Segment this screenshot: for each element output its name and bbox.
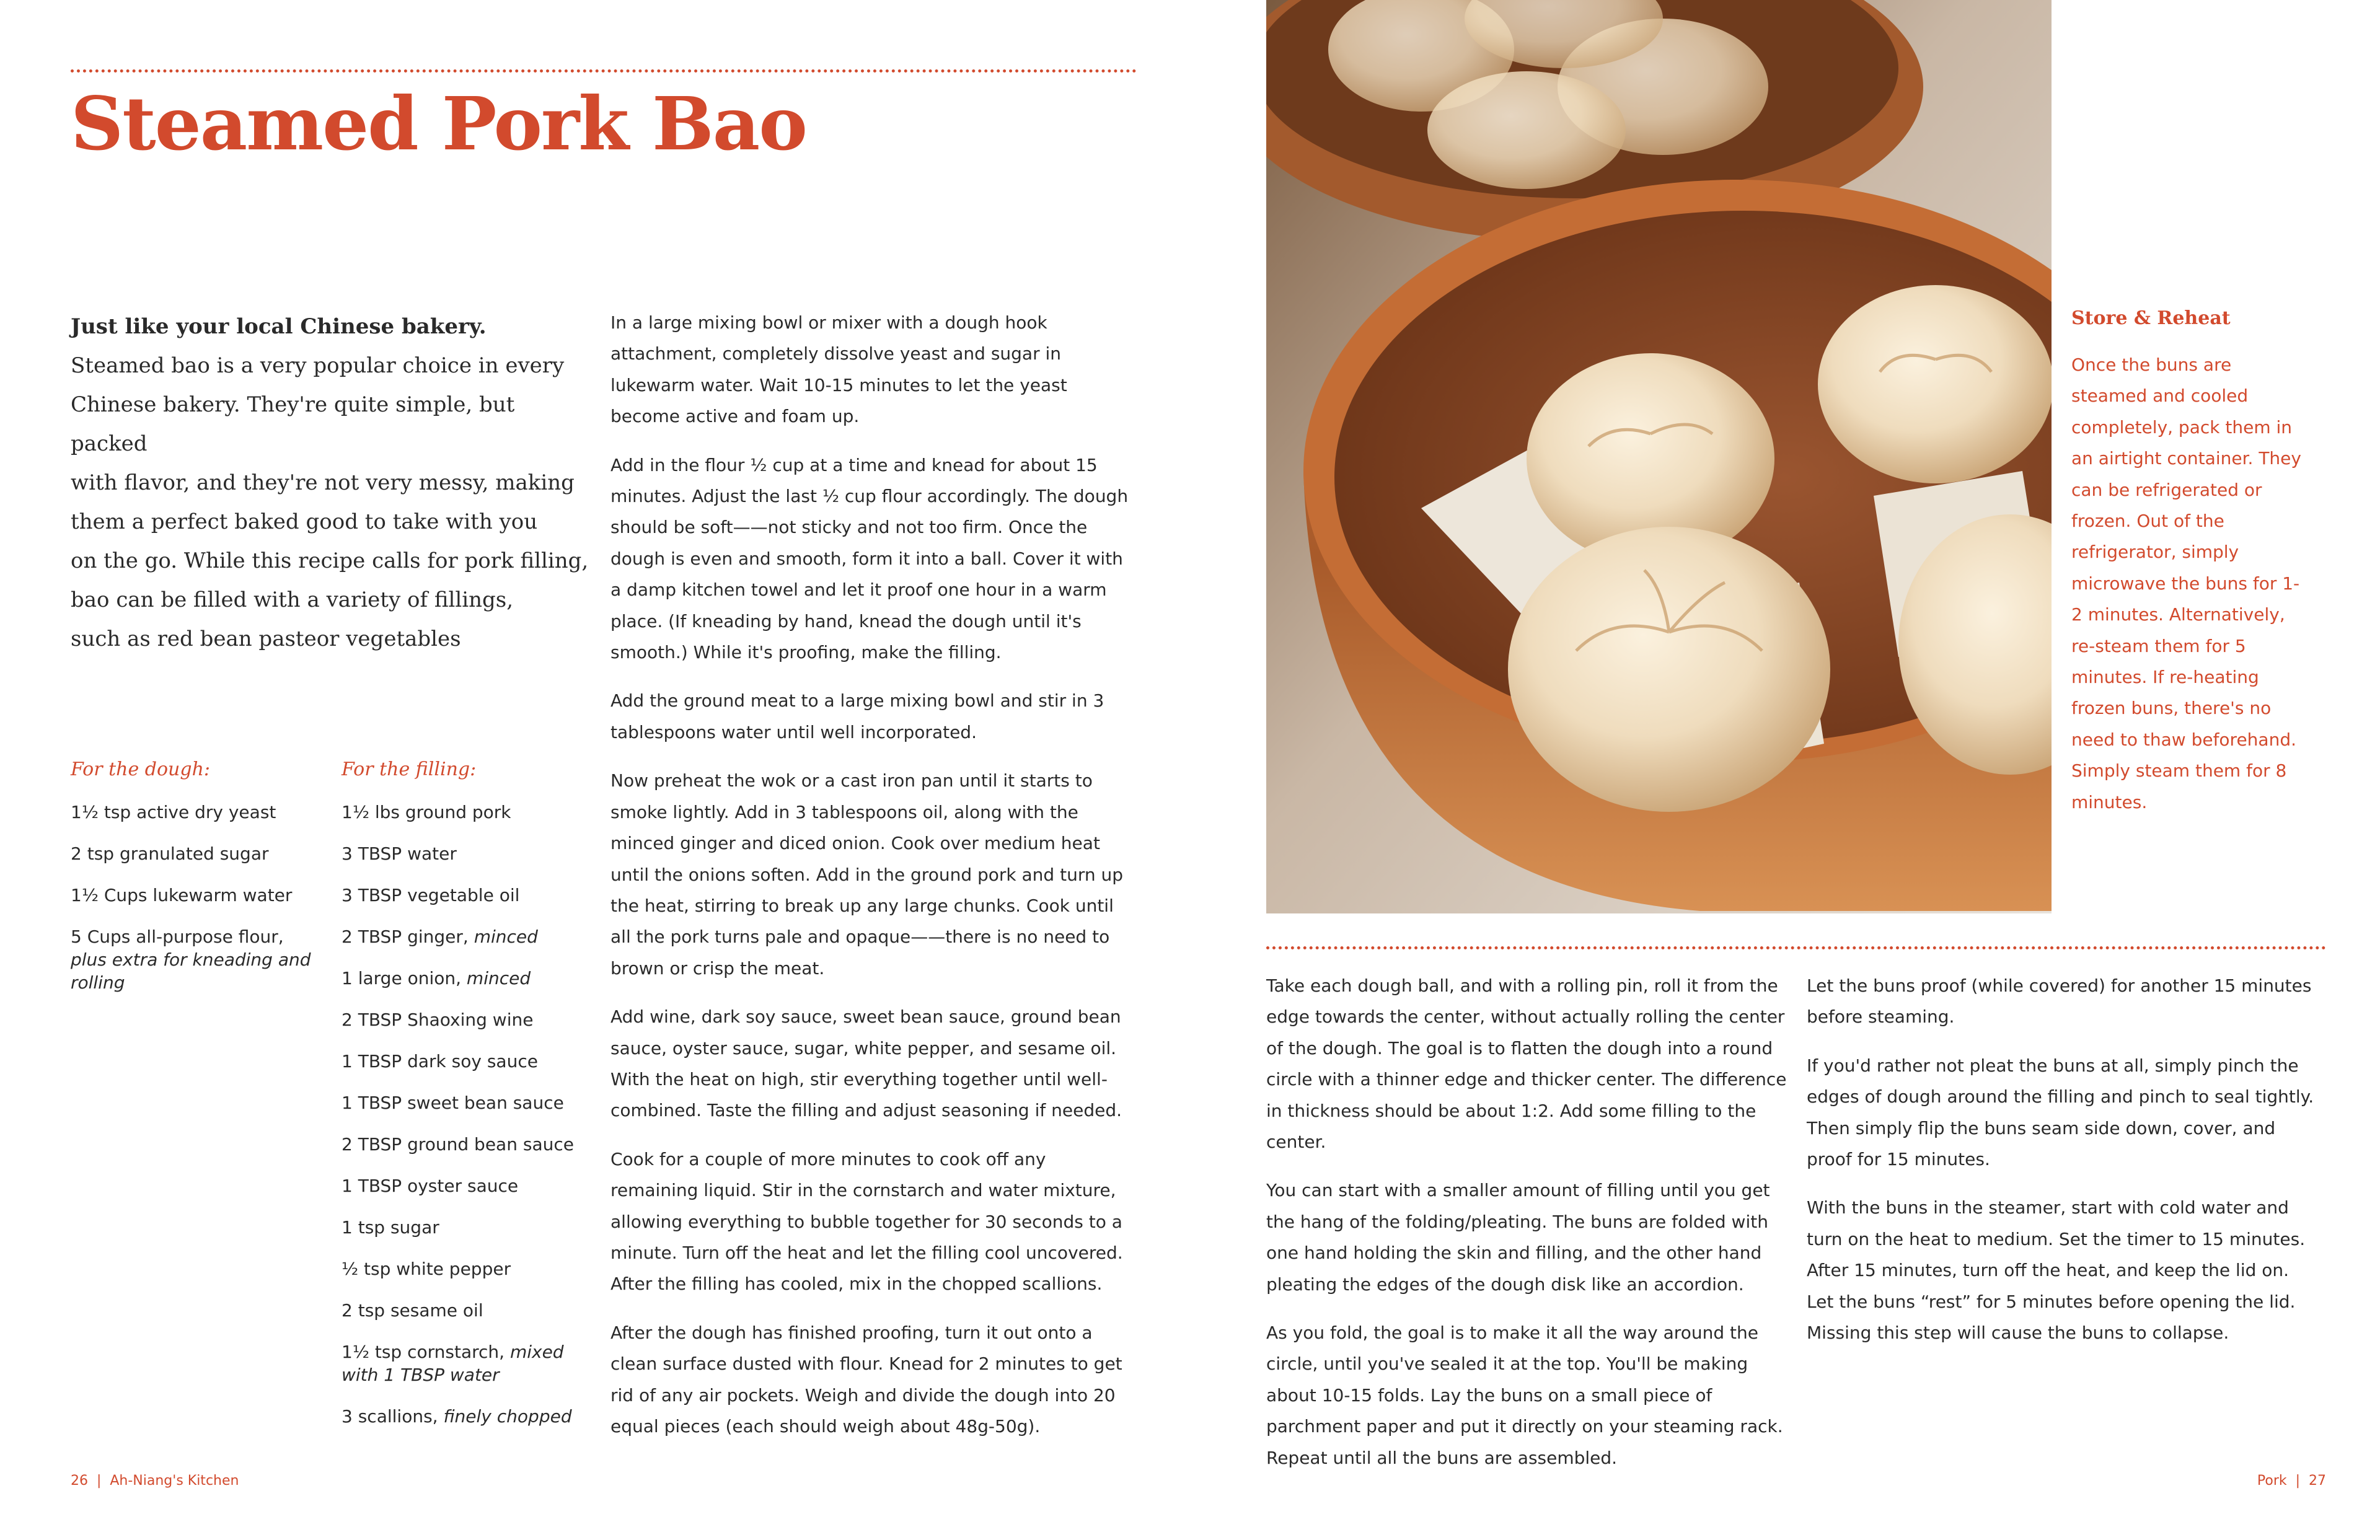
ingredient-item xyxy=(342,1216,602,1239)
ingredient-item xyxy=(71,884,325,907)
ingredient-text: 5 Cups all-purpose flour, xyxy=(71,926,284,947)
ingredient-item xyxy=(342,801,602,824)
ingredient-text: 3 scallions, xyxy=(342,1406,438,1427)
dough-list xyxy=(71,801,325,994)
ingredient-item xyxy=(342,1340,602,1386)
ingredient-item xyxy=(71,801,325,824)
ingredient-item xyxy=(342,1174,602,1197)
ingredient-text: 1 tsp sugar xyxy=(342,1217,439,1238)
footer-right-text: Pork | 27 xyxy=(2257,1473,2326,1489)
step-paragraph: After the dough has finished proofing, turn it out onto a clean surface dusted with flour. Knead for 2 minutes to get rid of any air pockets. Weigh and divide the dough into 20 equal pieces (each should weigh about 48g-50g). xyxy=(610,1322,1122,1437)
step-paragraph: As you fold, the goal is to make it all the way around the circle, until you've sealed it at the top. You'll be making about 10-15 folds. Lay the buns on a small piece of parchment paper and put it directly on your steaming rack. Repeat until all the buns are assembled. xyxy=(1266,1322,1783,1468)
ingredient-text: 1½ tsp cornstarch, xyxy=(342,1342,505,1362)
sidebar-body: Once the buns are steamed and cooled completely, pack them in an airtight container. They can be refrigerated or frozen. Out of the refrigerator, simply microwave the buns for 1-2 minutes. Alternatively, re-steam them for 5 minutes. If re-heating frozen buns, there's no need to thaw beforehand. Simply steam them for 8 minutes. xyxy=(2071,354,2301,812)
ingredient-item xyxy=(71,925,325,994)
mid-dotted-rule xyxy=(1266,946,2326,949)
ingredient-text: 1½ Cups lukewarm water xyxy=(71,885,293,905)
store-reheat-sidebar xyxy=(2071,306,2307,818)
filling-list xyxy=(342,801,602,1428)
intro-line: them a perfect baked good to take with you xyxy=(71,509,538,534)
dough-heading: For the dough: xyxy=(71,759,210,780)
footer-right xyxy=(2257,1472,2326,1490)
ingredient-text: 1 large onion, xyxy=(342,968,462,988)
ingredient-item xyxy=(342,1008,602,1031)
step-paragraph: Now preheat the wok or a cast iron pan until it starts to smoke lightly. Add in 3 tablespoons oil, along with the minced ginger and diced onion. Cook over medium heat until the onions soften. Add in the ground pork and turn up the heat, stirring to break up any large chunks. Cook until all the pork turns pale and opaque——there is no need to brown or crisp the meat. xyxy=(610,770,1124,979)
sidebar-heading: Store & Reheat xyxy=(2071,307,2231,329)
filling-ingredients xyxy=(342,757,602,1446)
ingredient-text: ½ tsp white pepper xyxy=(342,1259,511,1279)
intro-line: on the go. While this recipe calls for pork filling, xyxy=(71,548,589,573)
intro-lead: Just like your local Chinese bakery. xyxy=(71,314,487,339)
bao-photo-illustration xyxy=(1266,0,2052,913)
steps-column-right xyxy=(1807,970,2321,1366)
intro-line: Chinese bakery. They're quite simple, but packed xyxy=(71,392,515,456)
ingredient-item xyxy=(342,1405,602,1428)
ingredient-item xyxy=(342,1257,602,1280)
ingredient-text: 2 tsp granulated sugar xyxy=(71,843,269,864)
ingredient-text: 1 TBSP sweet bean sauce xyxy=(342,1093,564,1113)
step-paragraph: In a large mixing bowl or mixer with a dough hook attachment, completely dissolve yeast and sugar in lukewarm water. Wait 10-15 minutes to let the yeast become active and foam up. xyxy=(610,312,1067,427)
intro-line: with flavor, and they're not very messy, making xyxy=(71,470,575,495)
steamed-buns-photo xyxy=(1266,0,2052,913)
ingredient-text: 3 TBSP vegetable oil xyxy=(342,885,520,905)
intro-line: bao can be filled with a variety of fillings, xyxy=(71,587,514,612)
ingredient-note: plus extra for kneading and rolling xyxy=(71,949,311,993)
ingredient-item xyxy=(342,842,602,865)
ingredient-text: 1 TBSP oyster sauce xyxy=(342,1176,519,1196)
ingredient-item xyxy=(342,1299,602,1322)
filling-heading: For the filling: xyxy=(342,759,477,780)
ingredient-note: mixed with 1 TBSP water xyxy=(342,1342,564,1385)
step-paragraph: Add in the flour ½ cup at a time and knead for about 15 minutes. Adjust the last ½ cup flour accordingly. The dough should be soft——not sticky and not too firm. Once the dough is even and smooth, form it into a ball. Cover it with a damp kitchen towel and let it proof one hour in a warm place. (If kneading by hand, knead the dough until it's smooth.) While it's proofing, make the filling. xyxy=(610,454,1129,663)
steps-column-left xyxy=(610,307,1131,1459)
ingredient-text: 2 tsp sesame oil xyxy=(342,1300,483,1321)
intro-line: Steamed bao is a very popular choice in every xyxy=(71,353,565,378)
ingredient-note: finely chopped xyxy=(443,1406,572,1427)
footer-left xyxy=(71,1472,239,1490)
step-paragraph: Let the buns proof (while covered) for another 15 minutes before steaming. xyxy=(1807,975,2312,1027)
intro-line: such as red bean pasteor vegetables xyxy=(71,627,461,651)
ingredient-item xyxy=(342,884,602,907)
top-dotted-rule xyxy=(71,69,1137,73)
ingredient-text: 1 TBSP dark soy sauce xyxy=(342,1051,538,1071)
page-title: Steamed Pork Bao xyxy=(71,81,806,167)
ingredient-item xyxy=(71,842,325,865)
steps-column-middle xyxy=(1266,970,1793,1491)
ingredient-text: 2 TBSP ginger, xyxy=(342,926,469,947)
ingredient-note: minced xyxy=(466,968,531,988)
step-paragraph: Add wine, dark soy sauce, sweet bean sauce, ground bean sauce, oyster sauce, sugar, white pepper, and sesame oil. With the heat on high, stir everything together until well-combined. Taste the filling and adjust seasoning if needed. xyxy=(610,1006,1122,1121)
ingredient-item xyxy=(342,1091,602,1114)
ingredient-text: 3 TBSP water xyxy=(342,843,457,864)
dough-ingredients xyxy=(71,757,325,1013)
ingredient-item xyxy=(342,925,602,948)
ingredient-text: 1½ lbs ground pork xyxy=(342,802,511,822)
footer-left-text: 26 | Ah-Niang's Kitchen xyxy=(71,1473,239,1489)
ingredient-note: minced xyxy=(474,926,538,947)
ingredient-text: 1½ tsp active dry yeast xyxy=(71,802,276,822)
step-paragraph: Add the ground meat to a large mixing bowl and stir in 3 tablespoons water until well incorporated. xyxy=(610,690,1104,742)
ingredient-text: 2 TBSP Shaoxing wine xyxy=(342,1010,534,1030)
step-paragraph: Take each dough ball, and with a rolling pin, roll it from the edge towards the center, without actually rolling the center of the dough. The goal is to flatten the dough into a round circle with a thinner edge and thicker center. The difference in thickness should be about 1:2. Add some filling to the center. xyxy=(1266,975,1787,1153)
ingredient-item xyxy=(342,1050,602,1073)
ingredient-item xyxy=(342,1133,602,1156)
step-paragraph: Cook for a couple of more minutes to cook off any remaining liquid. Stir in the cornstarch and water mixture, allowing everything to bubble together for 30 seconds to a minute. Turn off the heat and let the filling cool uncovered. After the filling has cooled, mix in the chopped scallions. xyxy=(610,1148,1123,1295)
step-paragraph: If you'd rather not pleat the buns at all, simply pinch the edges of dough around the filling and pinch to seal tightly. Then simply flip the buns seam side down, cover, and proof for 15 minutes. xyxy=(1807,1055,2314,1170)
ingredient-item xyxy=(342,967,602,990)
intro-paragraph xyxy=(71,307,597,659)
step-paragraph: With the buns in the steamer, start with cold water and turn on the heat to medium. Set the timer to 15 minutes. After 15 minutes, turn off the heat, and keep the lid on. Let the buns “rest” for 5 minutes before opening the lid. Missing this step will cause the buns to collapse. xyxy=(1807,1197,2306,1344)
step-paragraph: You can start with a smaller amount of filling until you get the hang of the folding/pleating. The buns are folded with one hand holding the skin and filling, and the other hand pleating the edges of the dough disk like an accordion. xyxy=(1266,1180,1770,1295)
ingredient-text: 2 TBSP ground bean sauce xyxy=(342,1134,574,1155)
